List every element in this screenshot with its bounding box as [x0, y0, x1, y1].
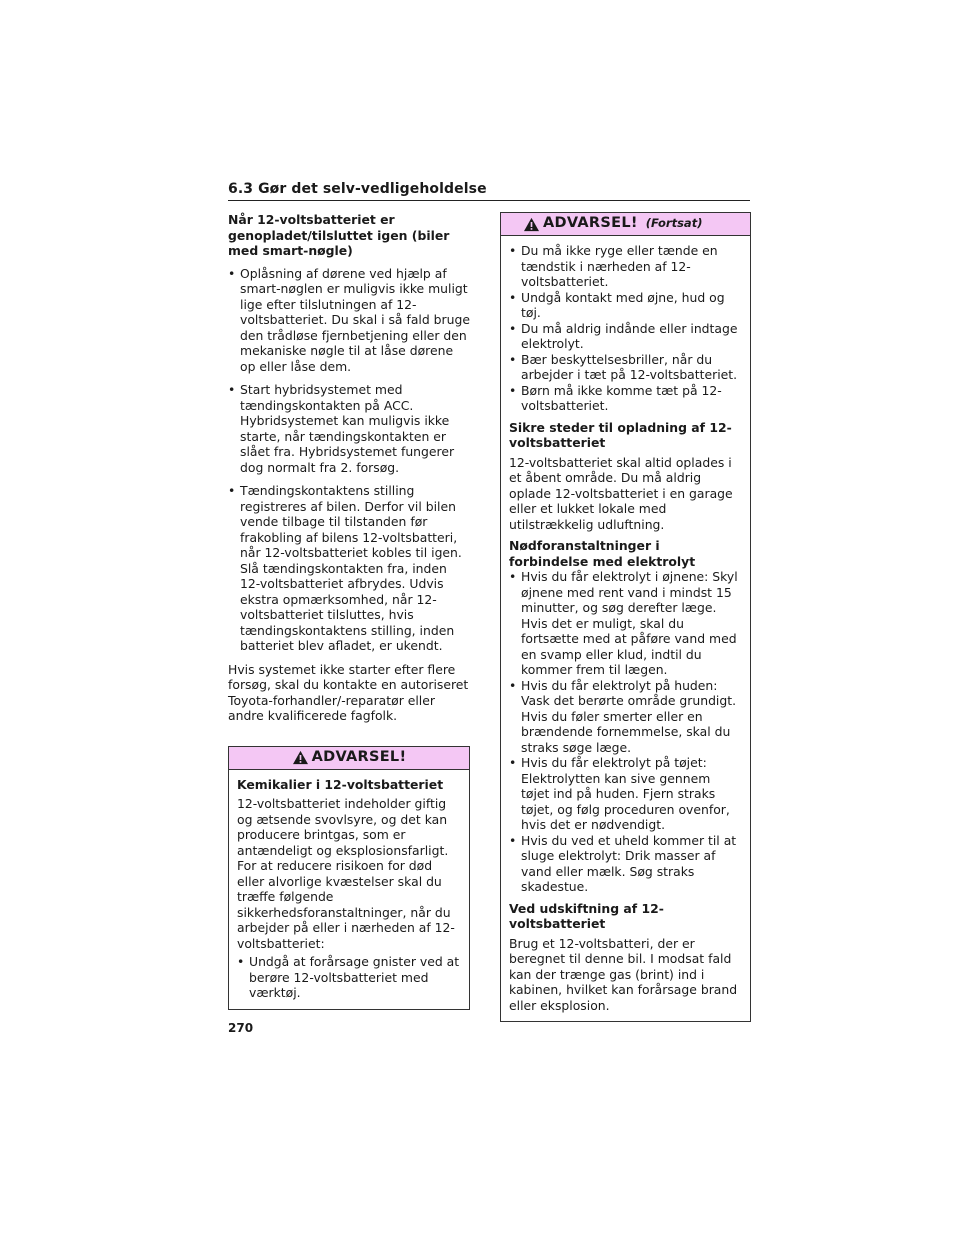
- section-title: 6.3 Gør det selv-vedligeholdelse: [228, 181, 487, 197]
- warning-body: [501, 236, 750, 1021]
- continued-label: (Fortsat): [645, 216, 703, 231]
- list-item: • Undgå kontakt med øjne, hud og tøj.: [509, 290, 742, 321]
- warning-box-continued: [500, 212, 751, 1022]
- warning-subheading: Kemikalier i 12-voltsbatteriet: [237, 776, 444, 792]
- list-item: • Du må aldrig indånde eller indtage elektrolyt.: [509, 321, 742, 352]
- list-item: • Start hybridsystemet med tændingskontakten på ACC. Hybridsystemet kan muligvis ikke starte, når tændingskontakten er slået fra. Hybridsystemet fungerer dog normalt fra 2. forsøg.: [228, 382, 470, 475]
- right-column: [500, 212, 751, 1022]
- warning-paragraph: 12-voltsbatteriet indeholder giftig og ætsende svovlsyre, og det kan producere brintgas, som er antændeligt og eksplosionsfarligt. For at reducere risikoen for død eller alvorlige kvæstelser skal du træffe følgende sikkerhedsforanstaltninger, når du arbejder på eller i nærheden af 12-voltsbatteriet:: [237, 796, 455, 951]
- list-item: • Hvis du får elektrolyt på huden: Vask det berørte område grundigt. Hvis du føler smerter eller en brændende fornemmelse, skal du straks søge læge.: [509, 678, 742, 756]
- warning-body: [229, 770, 469, 1009]
- warning-triangle-icon: [523, 217, 540, 232]
- safe-charging-heading: Sikre steder til opladning af 12-voltsbatteriet: [509, 419, 732, 450]
- list-item: • Hvis du får elektrolyt i øjnene: Skyl øjnene med rent vand i mindst 15 minutter, og søg derefter læge. Hvis det er muligt, skal du fortsætte med at påføre vand med en svamp eller klud, indtil du kommer frem til lægen.: [509, 569, 742, 678]
- warning-title: ADVARSEL!: [311, 748, 407, 765]
- replacement-heading: Ved udskiftning af 12-voltsbatteriet: [509, 900, 664, 931]
- warning-bullet-list: [237, 954, 461, 1001]
- list-item: • Hvis du ved et uheld kommer til at sluge elektrolyt: Drik masser af vand eller mælk. Søg straks skadestue.: [509, 833, 742, 895]
- warning-bullet-list: [509, 243, 742, 414]
- list-item: • Du må ikke ryge eller tænde en tændstik i nærheden af 12-voltsbatteriet.: [509, 243, 742, 290]
- list-item: • Børn må ikke komme tæt på 12-voltsbatteriet.: [509, 383, 742, 414]
- left-bullet-list: [228, 266, 470, 654]
- warning-triangle-icon: [292, 750, 309, 765]
- left-heading: Når 12-voltsbatteriet er genopladet/tilsluttet igen (biler med smart-nøgle): [228, 212, 450, 258]
- page-number: 270: [228, 1021, 254, 1035]
- list-item: • Tændingskontaktens stilling registreres af bilen. Derfor vil bilen vende tilbage til tilstanden før frakobling af bilens 12-voltsbatteri, når 12-voltsbatteriet kobles til igen. Slå tændingskontakten fra, inden 12-voltsbatteriet afbrydes. Udvis ekstra opmærksomhed, når 12-voltsbatteriet tilsluttes, hvis tændingskontaktens stilling, inden batteriet blev afladet, er ukendt.: [228, 483, 470, 654]
- list-item: • Hvis du får elektrolyt på tøjet: Elektrolytten kan sive gennem tøjet ind på huden. Fjern straks tøjet, og følg proceduren ovenfor, hvis det er nødvendigt.: [509, 755, 742, 833]
- replacement-paragraph: Brug et 12-voltsbatteri, der er beregnet til denne bil. I modsat fald kan der trænge gas (brint) ind i kabinen, hvilket kan forårsage brand eller eksplosion.: [509, 935, 738, 1013]
- warning-bar: [501, 213, 750, 236]
- page-header: [228, 178, 750, 201]
- emergency-bullet-list: [509, 569, 742, 895]
- list-item: • Oplåsning af dørene ved hjælp af smart-nøglen er muligvis ikke muligt lige efter tilslutningen af 12-voltsbatteriet. Du skal i så fald bruge den trådløse fjernbetjening eller den mekaniske nøgle til at låse dørene op eller låse dem.: [228, 266, 470, 375]
- list-item: • Bær beskyttelsesbriller, når du arbejder i tæt på 12-voltsbatteriet.: [509, 352, 742, 383]
- safe-charging-paragraph: 12-voltsbatteriet skal altid oplades i et åbent område. Du må aldrig oplade 12-voltsbatteriet i en garage eller et lukket lokale med utilstrækkelig udluftning.: [509, 454, 733, 532]
- warning-title: ADVARSEL!: [543, 215, 638, 232]
- left-closing-paragraph: Hvis systemet ikke starter efter flere forsøg, skal du kontakte en autoriseret Toyota-forhandler/-reparatør eller andre kvalificerede fagfolk.: [228, 661, 469, 723]
- emergency-heading: Nødforanstaltninger i forbindelse med elektrolyt: [509, 538, 696, 569]
- list-item: • Undgå at forårsage gnister ved at berøre 12-voltsbatteriet med værktøj.: [237, 954, 461, 1001]
- warning-box-chemicals: [228, 746, 470, 1010]
- warning-bar: [229, 747, 469, 770]
- left-column: [228, 212, 470, 1010]
